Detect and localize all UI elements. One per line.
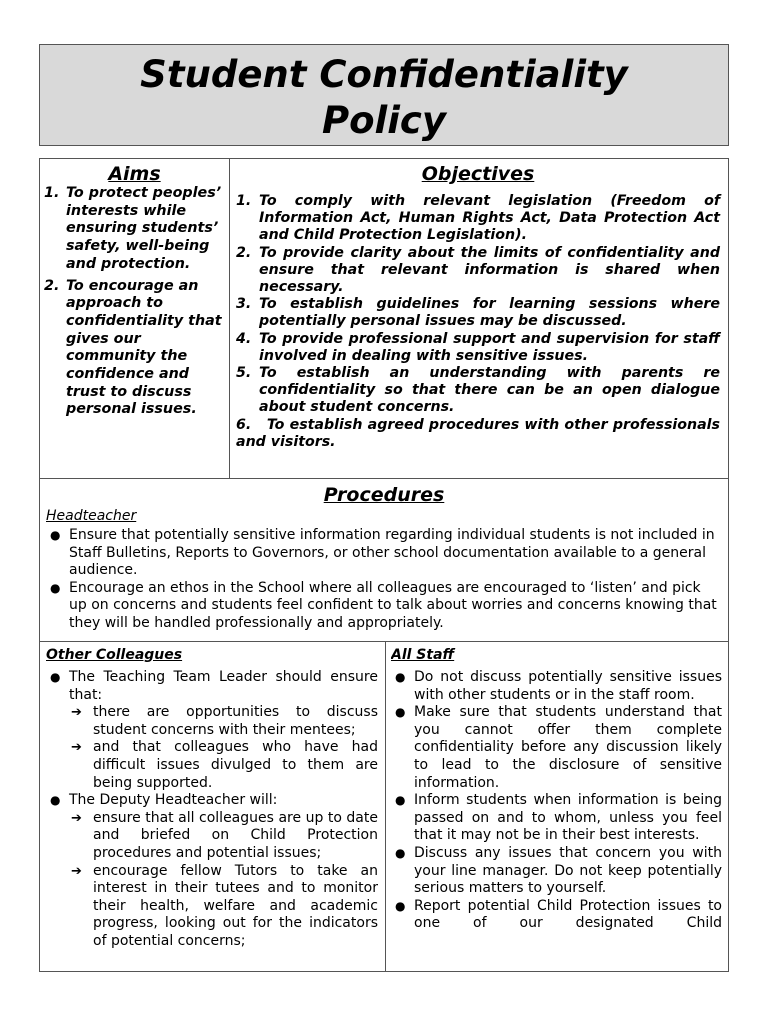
list-item: ● Make sure that students understand that you cannot offer them complete confidentiality before any discussion likely to lead to the disclosure of sensitive information. [395,704,722,791]
aims-heading: Aims [108,163,161,185]
procedures-section [46,484,722,633]
headteacher-colleagues-divider [39,641,729,642]
sub-list [69,810,378,951]
list-item: ● Ensure that potentially sensitive information regarding individual students is not included in Staff Bulletins, Reports to Governors, or other school documentation available to a general audience. [50,527,715,579]
page-title-line1: Student Confidentiality [140,53,628,96]
headteacher-subheading: Headteacher [46,508,137,524]
aims-item: 2. To encourage an approach to confidentiality that gives our community the confidence and trust to discuss personal issues. [44,277,222,418]
bullet-icon: ● [395,898,406,913]
objectives-section [236,163,720,451]
arrow-right-icon: ➔ [71,863,82,879]
arrow-right-icon: ➔ [71,705,82,721]
title-box [39,44,729,146]
aims-item: 1. To protect peoples’ interests while ensuring students’ safety, well-being and protection. [44,185,222,272]
other-colleagues-list [46,669,378,951]
arrow-right-icon: ➔ [71,810,82,826]
other-colleagues-section [46,647,378,969]
bullet-icon: ● [50,580,61,595]
bullet-icon: ● [395,793,406,808]
procedures-heading: Procedures [323,484,445,506]
colleagues-staff-divider [385,641,386,972]
all-staff-subheading: All Staff [391,647,455,663]
objectives-item: 4. To provide professional support and supervision for staff involved in dealing with sensitive issues. [236,330,720,364]
all-staff-list [391,669,722,933]
bullet-icon: ● [50,793,61,808]
objectives-list [236,193,720,451]
bullet-icon: ● [395,845,406,860]
objectives-heading: Objectives [421,163,535,185]
objectives-item: 6. To establish agreed procedures with other professionals and visitors. [236,416,720,450]
bullet-icon: ● [50,528,61,542]
objectives-item: 2. To provide clarity about the limits of confidentiality and ensure that relevant information is shared when necessary. [236,244,720,296]
bullet-icon: ● [395,670,406,684]
sub-list-item: ➔ ensure that all colleagues are up to date and briefed on Child Protection procedures and potential issues; [71,809,378,861]
sub-list-item: ➔ and that colleagues who have had difficult issues divulged to them are being supported. [71,739,378,791]
bullet-icon: ● [395,705,406,720]
sub-list-item: ➔ encourage fellow Tutors to take an interest in their tutees and to monitor their health, welfare and academic progress, looking out for the indicators of potential concerns; [71,862,378,949]
list-item: ● The Deputy Headteacher will: ➔ ensure that all colleagues are up to date and briefed on Child Protection procedures and potential issues; ➔ encourage fellow Tutors to take an interest in their tutees and to monitor their health, welfare and academic progress, looking out for the indicators of potential concerns; [50,792,378,949]
objectives-procedures-divider [39,478,729,479]
aims-objectives-divider [229,158,230,479]
objectives-item: 1. To comply with relevant legislation (Freedom of Information Act, Human Rights Act, Data Protection Act and Child Protection Legislation). [236,193,720,244]
objectives-item: 3. To establish guidelines for learning sessions where potentially personal issues may be discussed. [236,296,720,330]
list-item: ● Report potential Child Protection issues to one of our designated Child [395,897,722,932]
list-item: ● Discuss any issues that concern you with your line manager. Do not keep potentially serious matters to yourself. [395,844,722,897]
list-item: ● Encourage an ethos in the School where all colleagues are encouraged to ‘listen’ and pick up on concerns and students feel confident to talk about worries and concerns knowing that they will be handled professionally and appropriately. [50,579,717,631]
bullet-icon: ● [50,670,61,684]
list-item: ● Do not discuss potentially sensitive issues with other students or in the staff room. [395,669,722,703]
all-staff-section [391,647,722,969]
list-item: ● The Teaching Team Leader should ensure that: ➔ there are opportunities to discuss student concerns with their mentees; ➔ and that colleagues who have had difficult issues divulged to them are being supported. [50,669,378,791]
arrow-right-icon: ➔ [71,740,82,756]
sub-list-item: ➔ there are opportunities to discuss student concerns with their mentees; [71,704,378,738]
aims-section [44,163,225,423]
objectives-item: 5. To establish an understanding with parents re confidentiality so that there can be an open dialogue about student concerns. [236,365,720,416]
sub-list [69,704,378,792]
other-colleagues-subheading: Other Colleagues [46,647,183,663]
aims-list [44,185,225,419]
headteacher-list [46,527,722,633]
page-title-line2: Policy [322,99,446,142]
list-item: ● Inform students when information is being passed on and to whom, unless you feel that it may not be in their best interests. [395,792,722,844]
